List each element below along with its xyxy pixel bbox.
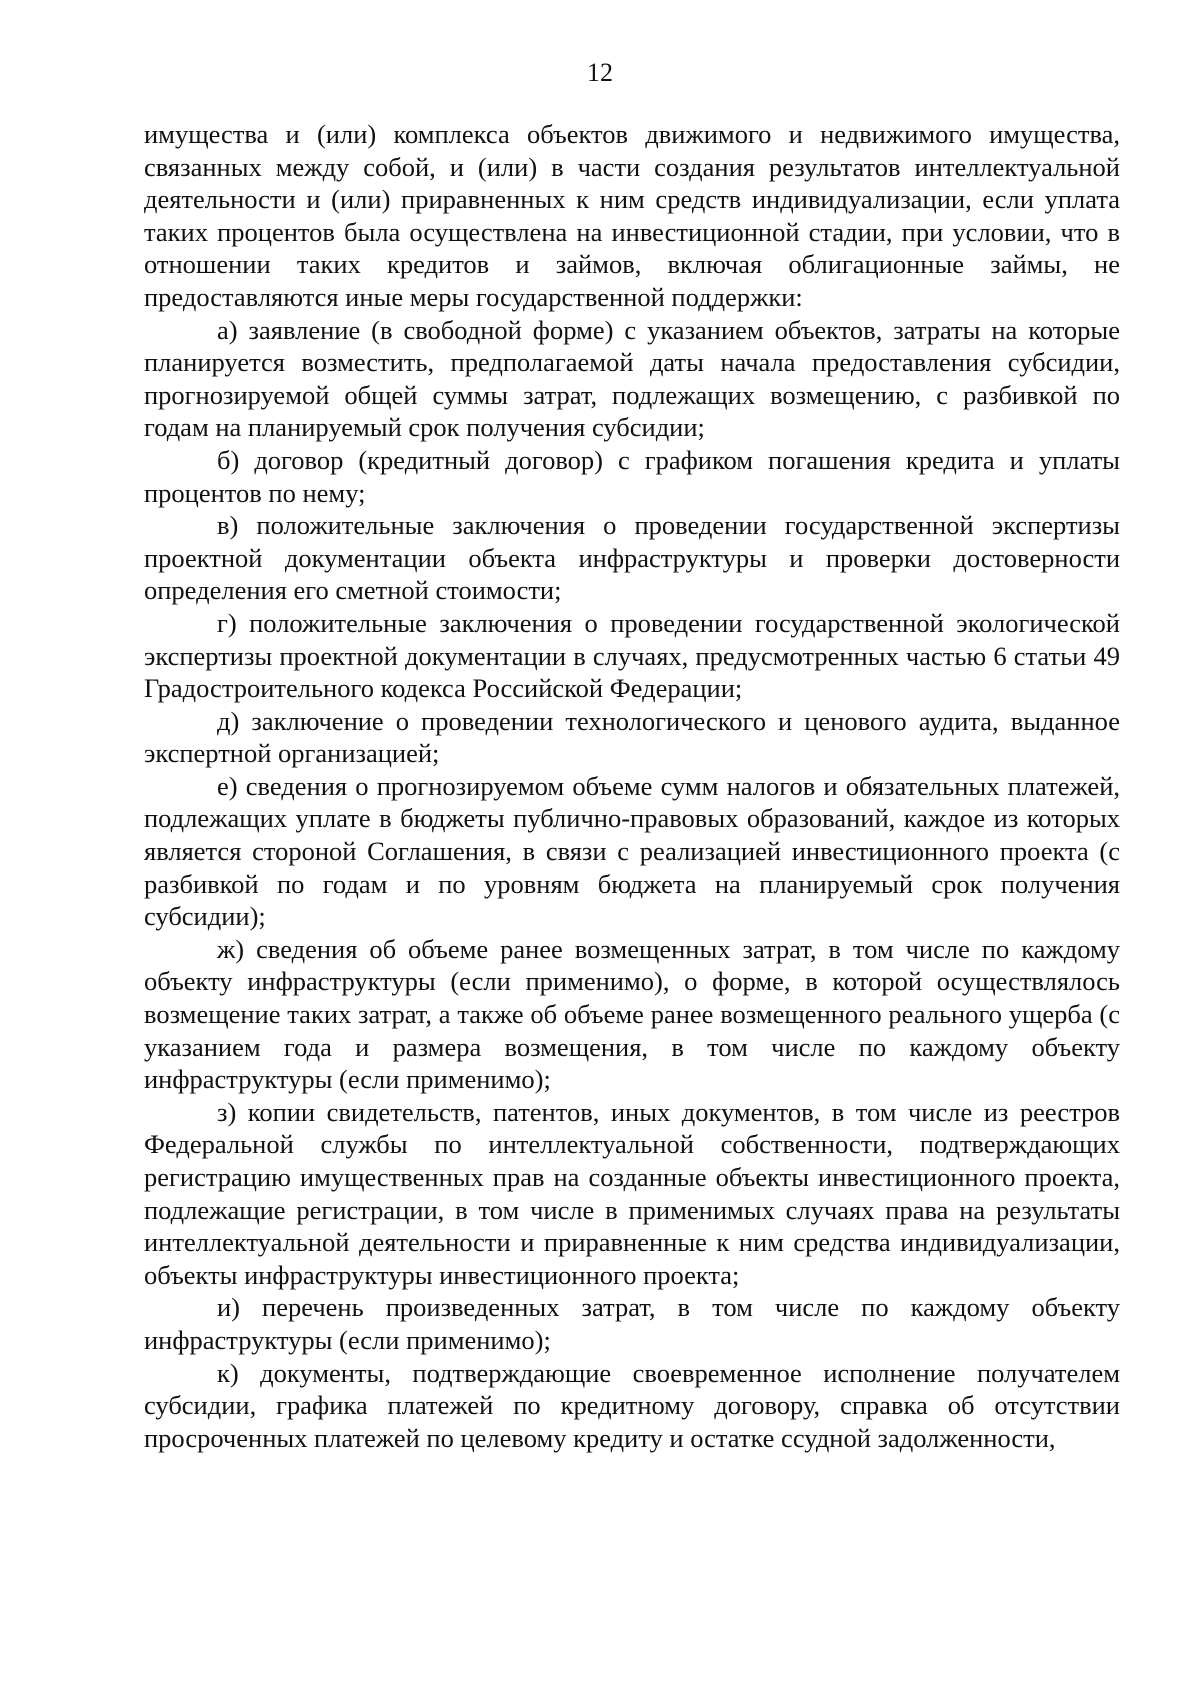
list-item-zh: ж) сведения об объеме ранее возмещенных затрат, в том числе по каждому объекту инфраструктуры (если применимо), о форме, в которой осуществлялось возмещение таких затрат, а также об объеме ранее возмещенного реального ущерба (с указанием года и размера возмещения, в том числе по каждому объекту инфраструктуры (если применимо);	[144, 933, 1120, 1095]
list-item-g: г) положительные заключения о проведении государственной экологической экспертизы проектной документации в случаях, предусмотренных частью 6 статьи 49 Градостроительного кодекса Российской Федерации;	[144, 607, 1120, 704]
list-item-a: а) заявление (в свободной форме) с указанием объектов, затраты на которые планируется возместить, предполагаемой даты начала предоставления субсидии, прогнозируемой общей суммы затрат, подлежащих возмещению, с разбивкой по годам на планируемый срок получения субсидии;	[144, 314, 1120, 443]
list-item-v: в) положительные заключения о проведении государственной экспертизы проектной документации объекта инфраструктуры и проверки достоверности определения его сметной стоимости;	[144, 510, 1120, 606]
list-item-e: е) сведения о прогнозируемом объеме сумм налогов и обязательных платежей, подлежащих уплате в бюджеты публично-правовых образований, каждое из которых является стороной Соглашения, в связи с реализацией инвестиционного проекта (с разбивкой по годам и по уровням бюджета на планируемый срок получения субсидии);	[144, 770, 1120, 932]
page-number: 12	[587, 58, 613, 87]
list-item-k: к) документы, подтверждающие своевременное исполнение получателем субсидии, графика платежей по кредитному договору, справка об отсутствии просроченных платежей по целевому кредиту и остатке ссудной задолженности,	[144, 1357, 1120, 1453]
list-item-i: и) перечень произведенных затрат, в том числе по каждому объекту инфраструктуры (если применимо);	[144, 1292, 1120, 1355]
list-item-b: б) договор (кредитный договор) с графиком погашения кредита и уплаты процентов по нему;	[144, 444, 1120, 508]
list-item-z: з) копии свидетельств, патентов, иных документов, в том числе из реестров Федеральной службы по интеллектуальной собственности, подтверждающих регистрацию имущественных прав на созданные объекты инвестиционного проекта, подлежащие регистрации, в том числе в применимых случаях права на результаты интеллектуальной деятельности и приравненные к ним средства индивидуализации, объекты инфраструктуры инвестиционного проекта;	[144, 1096, 1120, 1290]
list-item-d: д) заключение о проведении технологического и ценового аудита, выданное экспертной организацией;	[144, 705, 1120, 769]
document-body	[144, 118, 1120, 1454]
paragraph-continuation: имущества и (или) комплекса объектов движимого и недвижимого имущества, связанных между собой, и (или) в части создания результатов интеллектуальной деятельности и (или) приравненных к ним средств индивидуализации, если уплата таких процентов была осуществлена на инвестиционной стадии, при условии, что в отношении таких кредитов и займов, включая облигационные займы, не предоставляются иные меры государственной поддержки:	[144, 119, 1120, 312]
